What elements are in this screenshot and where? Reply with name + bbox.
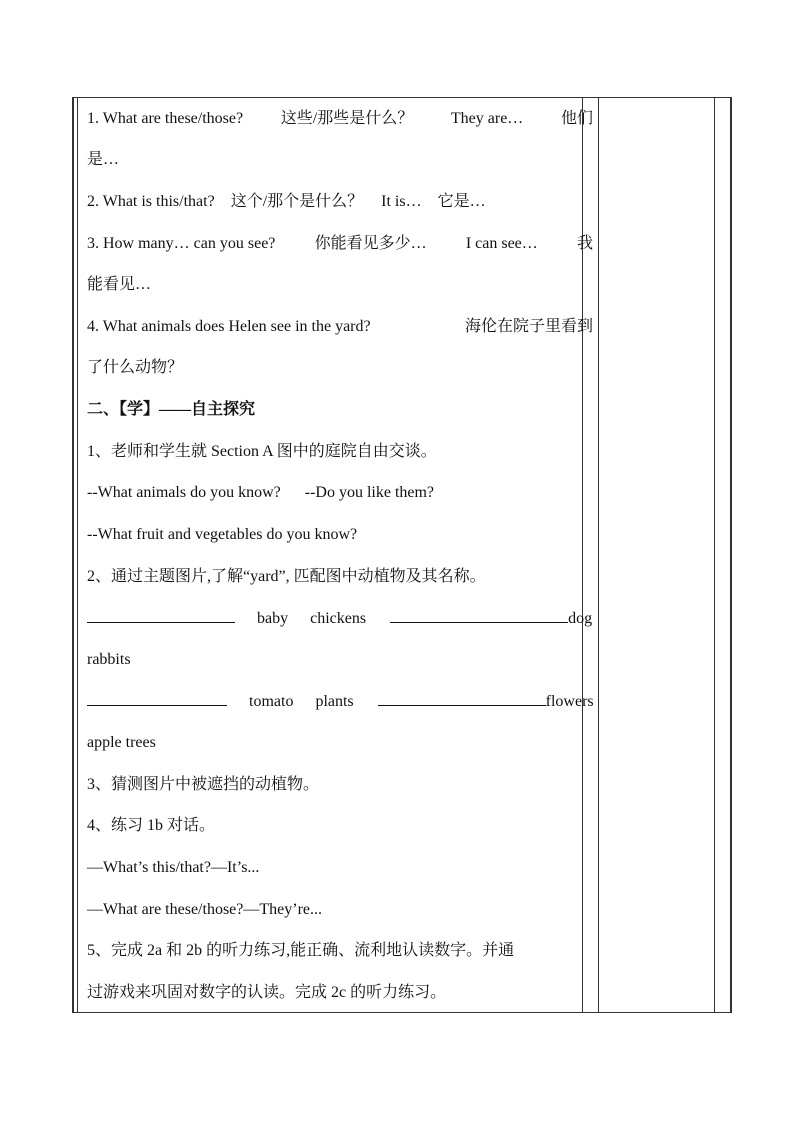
question-1: [87, 109, 593, 129]
answer-blank[interactable]: [87, 608, 235, 623]
match-word: flowers: [545, 693, 594, 710]
question-2-english: 2. What is this/that?: [87, 193, 215, 210]
answer-3-chinese: 我: [576, 235, 593, 252]
dialogue-line-1: —What’s this/that?—It’s...: [87, 859, 260, 876]
question-3-chinese: 你能看见多少…: [314, 235, 427, 252]
table-column-divider-3: [714, 97, 715, 1013]
question-4-continued: 了什么动物？: [87, 359, 184, 376]
table-border-bottom: [72, 1012, 732, 1013]
answer-1-english: They are…: [450, 110, 524, 127]
match-row-1-continued: rabbits: [87, 651, 131, 668]
step-5: 5、完成 2a 和 2b 的听力练习,能正确、流利地认读数字。并通: [87, 942, 515, 959]
question-3-english: 3. How many… can you see?: [87, 235, 276, 252]
question-1-chinese: 这些/那些是什么？: [280, 110, 414, 127]
question-1-continued: 是…: [87, 151, 120, 168]
question-3-continued: 能看见…: [87, 276, 152, 293]
match-word: plants: [315, 693, 354, 710]
dialogue-line-2: —What are these/those?—They’re...: [87, 901, 323, 918]
step-5-continued: 过游戏来巩固对数字的认读。完成 2c 的听力练习。: [87, 984, 447, 1001]
step-3: 3、猜测图片中被遮挡的动植物。: [87, 776, 320, 793]
step-1-question-animals: --What animals do you know?: [87, 484, 281, 501]
match-row-2: [87, 691, 594, 712]
answer-1-chinese: 他们: [560, 110, 593, 127]
step-2: 2、通过主题图片,了解“yard”, 匹配图中动植物及其名称。: [87, 568, 486, 585]
table-border-left: [72, 97, 74, 1013]
answer-3-english: I can see…: [465, 235, 538, 252]
question-4-chinese: 海伦在院子里看到: [464, 318, 593, 335]
answer-blank[interactable]: [87, 691, 227, 706]
question-4-english: 4. What animals does Helen see in the yard?: [87, 318, 371, 335]
answer-blank[interactable]: [390, 608, 568, 623]
match-row-2-continued: apple trees: [87, 734, 156, 751]
answer-2-chinese: 它是…: [437, 193, 486, 210]
question-1-english: 1. What are these/those?: [87, 110, 244, 127]
step-4: 4、练习 1b 对话。: [87, 817, 216, 834]
match-row-1: [87, 608, 592, 629]
step-1-question-like: --Do you like them?: [304, 484, 435, 501]
table-column-divider-2: [598, 97, 599, 1013]
question-3: [87, 234, 593, 254]
table-border-top: [72, 97, 732, 98]
match-word: tomato: [249, 693, 294, 710]
match-word: baby: [257, 610, 289, 627]
step-1-prompt-1: [87, 483, 434, 503]
match-word: chickens: [310, 610, 367, 627]
step-1-prompt-2: --What fruit and vegetables do you know?: [87, 526, 358, 543]
answer-2-english: It is…: [381, 193, 422, 210]
section-heading: 二、【学】——自主探究: [87, 401, 256, 418]
match-word: dog: [568, 610, 593, 627]
step-1: 1、老师和学生就 Section A 图中的庭院自由交谈。: [87, 443, 437, 460]
table-border-right: [730, 97, 732, 1013]
answer-blank[interactable]: [378, 691, 546, 706]
table-border-left-inner: [77, 97, 78, 1013]
question-2: [87, 192, 486, 212]
question-4: [87, 317, 593, 337]
question-2-chinese: 这个/那个是什么？: [230, 193, 364, 210]
